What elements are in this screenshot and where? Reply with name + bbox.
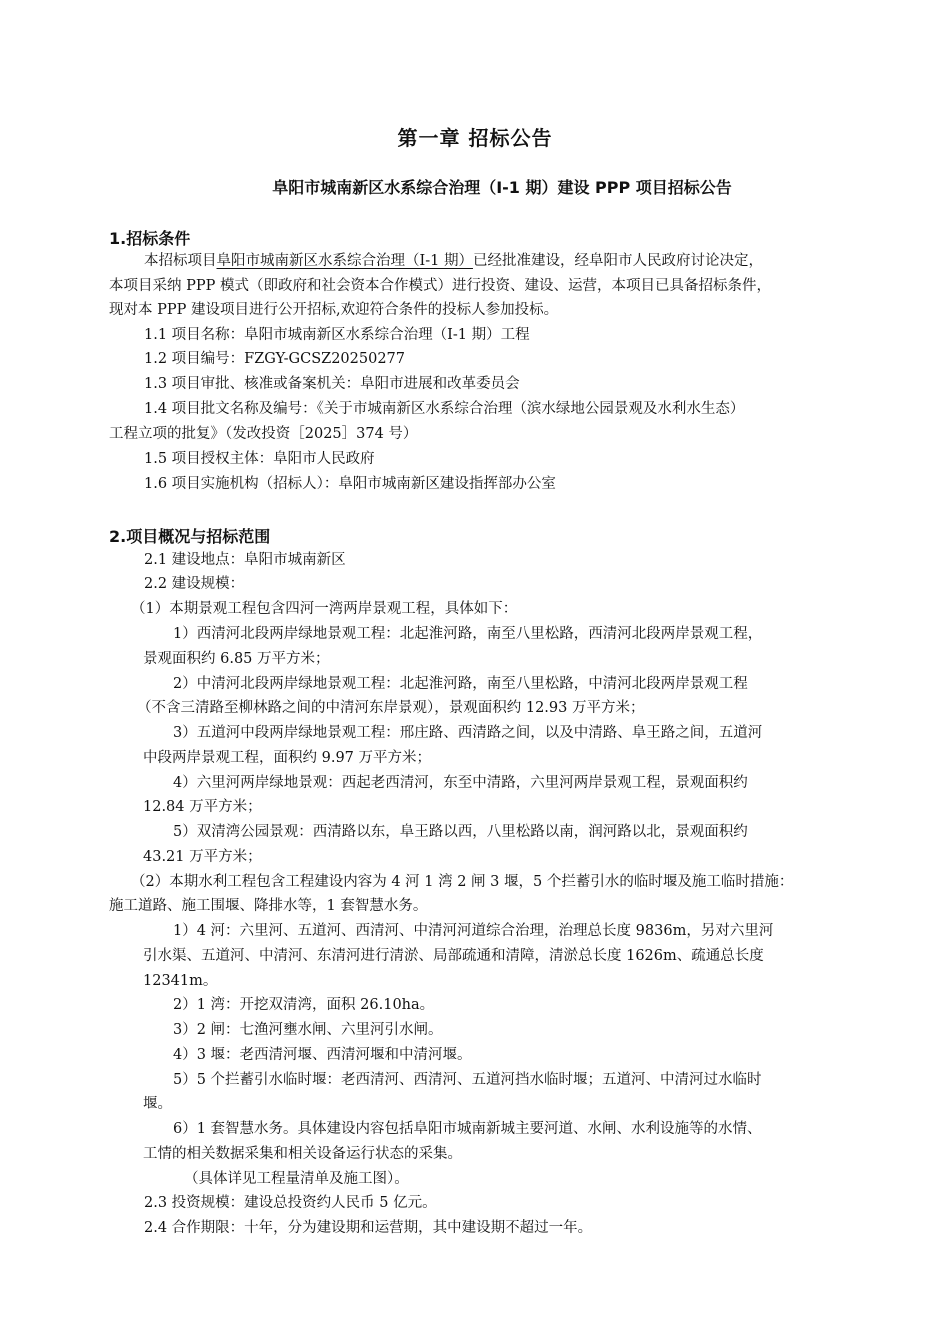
landscape-1-line-1: 1）西清河北段两岸绿地景观工程：北起淮河路，南至八里松路，西清河北段两岸景观工程，: [173, 626, 763, 642]
announcement-title: 阜阳市城南新区水系综合治理（Ⅰ-1 期）建设 PPP 项目招标公告: [272, 178, 732, 197]
item-1-3: 1.3 项目审批、核准或备案机关：阜阳市进展和改革委员会: [144, 376, 520, 392]
water-6-line-1: 6）1 套智慧水务。具体建设内容包括阜阳市城南新城主要河道、水闸、水利设施等的水情、: [173, 1121, 762, 1137]
landscape-3-line-2: 中段两岸景观工程，面积约 9.97 万平方米；: [143, 750, 432, 766]
landscape-1-line-2: 景观面积约 6.85 万平方米；: [143, 651, 330, 667]
item-2-4: 2.4 合作期限：十年，分为建设期和运营期，其中建设期不超过一年。: [144, 1220, 593, 1236]
intro-line1-suffix: 已经批准建设，经阜阳市人民政府讨论决定，: [472, 253, 763, 269]
intro-project-name: 阜阳市城南新区水系综合治理（Ⅰ-1 期）: [216, 253, 473, 269]
detail-note: （具体详见工程量清单及施工图）。: [184, 1171, 409, 1187]
section-2-heading: 2.项目概况与招标范围: [109, 527, 271, 546]
landscape-3-line-1: 3）五道河中段两岸绿地景观工程：邢庄路、西清路之间，以及中清路、阜王路之间，五道河: [173, 725, 763, 741]
item-2-1: 2.1 建设地点：阜阳市城南新区: [144, 552, 346, 568]
chapter-title: 第一章 招标公告: [397, 126, 553, 150]
water-6-line-2: 工情的相关数据采集和相关设备运行状态的采集。: [143, 1146, 462, 1162]
item-1-4-line-1: 1.4 项目批文名称及编号：《关于市城南新区水系综合治理（滨水绿地公园景观及水利水生态）: [144, 401, 745, 417]
water-3: 3）2 闸：七渔河壅水闸、六里河引水闸。: [173, 1022, 443, 1038]
landscape-4-line-2: 12.84 万平方米；: [143, 799, 262, 815]
landscape-5-line-2: 43.21 万平方米；: [143, 849, 262, 865]
item-1-1: 1.1 项目名称：阜阳市城南新区水系综合治理（Ⅰ-1 期）工程: [144, 327, 530, 343]
intro-prefix: 本招标项目: [144, 253, 217, 269]
item-1-4-line-2: 工程立项的批复》（发改投资［2025］374 号）: [109, 426, 418, 442]
water-1-line-3: 12341m。: [143, 973, 218, 989]
landscape-4-line-1: 4）六里河两岸绿地景观：西起老西清河，东至中清路，六里河两岸景观工程，景观面积约: [173, 775, 748, 791]
water-5-line-2: 堰。: [143, 1096, 172, 1112]
scale-para-2-line-2: 施工道路、施工围堰、降排水等，1 套智慧水务。: [109, 898, 428, 914]
water-1-line-2: 引水渠、五道河、中清河、东清河进行清淤、局部疏通和清障，清淤总长度 1626m、疏通总长度: [143, 948, 764, 964]
intro-line-2: 本项目采纳 PPP 模式（即政府和社会资本合作模式）进行投资、建设、运营，本项目已具备招标条件，: [109, 278, 771, 294]
scale-para-2-line-1: （2）本期水利工程包含工程建设内容为 4 河 1 湾 2 闸 3 堰，5 个拦蓄引水的临时堰及施工临时措施：: [131, 874, 794, 890]
landscape-5-line-1: 5）双清湾公园景观：西清路以东，阜王路以西，八里松路以南，润河路以北，景观面积约: [173, 824, 748, 840]
intro-line-3: 现对本 PPP 建设项目进行公开招标,欢迎符合条件的投标人参加投标。: [109, 302, 559, 318]
scale-para-1: （1）本期景观工程包含四河一湾两岸景观工程，具体如下：: [131, 601, 518, 617]
landscape-2-line-1: 2）中清河北段两岸绿地景观工程：北起淮河路，南至八里松路，中清河北段两岸景观工程: [173, 676, 748, 692]
intro-line-1: [144, 251, 763, 271]
water-2: 2）1 湾：开挖双清湾，面积 26.10ha。: [173, 997, 435, 1013]
water-1-line-1: 1）4 河：六里河、五道河、西清河、中清河河道综合治理，治理总长度 9836m，另对六里河: [173, 923, 774, 939]
item-1-2: 1.2 项目编号：FZGY-GCSZ20250277: [144, 351, 405, 367]
item-2-2: 2.2 建设规模：: [144, 576, 245, 592]
water-5-line-1: 5）5 个拦蓄引水临时堰：老西清河、西清河、五道河挡水临时堰；五道河、中清河过水临时: [173, 1072, 762, 1088]
water-4: 4）3 堰：老西清河堰、西清河堰和中清河堰。: [173, 1047, 472, 1063]
item-2-3: 2.3 投资规模：建设总投资约人民币 5 亿元。: [144, 1195, 437, 1211]
item-1-5: 1.5 项目授权主体：阜阳市人民政府: [144, 451, 375, 467]
item-1-6: 1.6 项目实施机构（招标人）：阜阳市城南新区建设指挥部办公室: [144, 476, 556, 492]
section-1-heading: 1.招标条件: [109, 229, 191, 248]
landscape-2-line-2: （不含三清路至柳林路之间的中清河东岸景观），景观面积约 12.93 万平方米；: [137, 700, 645, 716]
